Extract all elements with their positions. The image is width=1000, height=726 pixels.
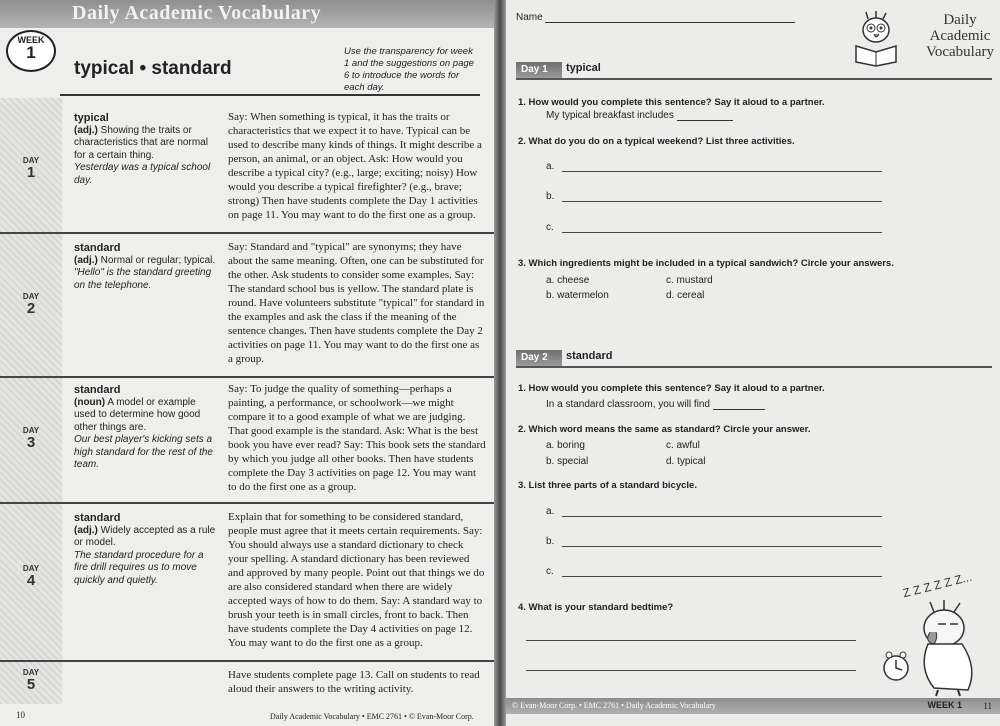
banner (0, 0, 494, 28)
logo-text: Daily Academic Vocabulary (925, 12, 994, 60)
day-row-4 (0, 504, 494, 662)
answer-option[interactable]: d. typical (666, 456, 706, 467)
question: 3. Which ingredients might be included in a typical sandwich? Circle your answers. (518, 258, 894, 269)
footer (0, 704, 494, 726)
day-tag: Day 1 (516, 62, 562, 78)
answer-option[interactable]: c. mustard (666, 275, 713, 286)
answer-line[interactable]: b. (546, 191, 554, 202)
week-badge (6, 30, 56, 72)
day-label: DAY 3 (22, 426, 40, 451)
day-word: standard (566, 350, 613, 362)
copyright: Daily Academic Vocabulary • EMC 2761 • © Evan-Moor Corp. (270, 712, 474, 721)
day-row-1 (0, 98, 494, 234)
banner-title: Daily Academic Vocabulary (72, 2, 322, 24)
sleep-zzz: Z Z Z Z Z Z... (901, 569, 974, 601)
day1-header (516, 60, 992, 80)
answer-line[interactable]: a. (546, 506, 554, 517)
lesson-words: typical • standard (74, 58, 232, 79)
definition: standard (noun) A model or example used to determine how good other things are. Our best player's kicking sets a high standard for the rest of the team. (74, 384, 213, 470)
teacher-script: Say: When something is typical, it has the traits or characteristics that we expect it to have. Typical can be used to describe many kinds of things. It might describe a person, an animal, or an object. Ask: How would you describe a typical city? (e.g., large; exciting; noisy) How would you describe a typical firefighter? (e.g., brave; strong) Then have students complete the Day 1 activities on page 11. You may want to do the first one as a group. (228, 111, 482, 221)
day-label: DAY 1 (22, 156, 40, 181)
answer-line[interactable]: b. (546, 536, 554, 547)
footer (506, 698, 1000, 714)
right-page (506, 0, 1000, 726)
day-label: DAY 2 (22, 292, 40, 317)
week-label: WEEK 1 (927, 700, 962, 710)
book-gutter (494, 0, 506, 726)
name-field[interactable]: Name (516, 12, 795, 23)
day-label: DAY 5 (22, 668, 40, 693)
page-number: 10 (16, 710, 25, 720)
day-label: DAY 4 (22, 564, 40, 589)
day-tag: Day 2 (516, 350, 562, 366)
week-label: WEEK (17, 35, 45, 45)
day-row-2 (0, 234, 494, 378)
teacher-script: Say: To judge the quality of something—perhaps a painting, a performance, or schoolwork—we might compare it to a good example of what we are judging. That good example is the standard. Ask: What is the best book you have ever read? Say: This book sets the standard by which you judge all other books. Then have students complete the Day 3 activities on page 12. You may want to do the first one as a group. (228, 383, 486, 493)
teacher-script: Say: Standard and "typical" are synonyms; they have about the same meaning. Often, one can be substituted for the other. Ask students to consider some examples. Say: The standard school bus is yellow. The standard plate is round. Have volunteers substitute "typical" for standard in the examples and ask the class if the meaning of the sentence changes. Then have students complete the Day 2 activities on page 11. You may want to do the first one as a group. (228, 241, 485, 365)
answer-option[interactable]: c. awful (666, 440, 700, 451)
question: 4. What is your standard bedtime? (518, 602, 674, 613)
left-page (0, 0, 494, 726)
header-note: Use the transparency for week 1 and the suggestions on page 6 to introduce the words for each day. (344, 46, 474, 93)
copyright: © Evan-Moor Corp. • EMC 2761 • Daily Academic Vocabulary (512, 701, 716, 710)
answer-blank[interactable] (677, 120, 733, 121)
question: 2. What do you do on a typical weekend? List three activities. (518, 136, 795, 147)
definition: typical (adj.) Showing the traits or characteristics that are normal for a certain thing. Yesterday was a typical school day. (74, 112, 211, 186)
answer-line[interactable]: a. (546, 161, 554, 172)
answer-option[interactable]: b. special (546, 456, 589, 467)
answer-option[interactable]: d. cereal (666, 290, 705, 301)
sentence-prompt: My typical breakfast includes (546, 110, 733, 121)
sleeping-parrot-icon (878, 598, 996, 698)
answer-option[interactable]: a. boring (546, 440, 585, 451)
teacher-script: Have students complete page 13. Call on students to read aloud their answers to the writing activity. (228, 669, 480, 695)
teacher-script: Explain that for something to be considered standard, people must agree that it meets certain requirements. Say: You should always use a standard dictionary to check your spelling. A standard dictionary has been reviewed and approved by many people. Point out that things we do are also considered standard when there are widely accepted ways of how to do them. Say: A standard way to brush your teeth is in small circles, front to back. Then have students complete the Day 4 activities on page 12. You may want to do the first one as a group. (228, 511, 485, 649)
lesson-header (60, 44, 480, 96)
page-number: 11 (983, 701, 992, 711)
sentence-prompt: In a standard classroom, you will find (546, 399, 765, 410)
week-number: 1 (26, 43, 36, 62)
definition: standard (adj.) Widely accepted as a rule or model. The standard procedure for a fire drill requires us to move quickly and quietly. (74, 512, 216, 586)
answer-line[interactable]: c. (546, 222, 554, 233)
answer-blank[interactable] (713, 409, 765, 410)
answer-option[interactable]: a. cheese (546, 275, 590, 286)
answer-option[interactable]: b. watermelon (546, 290, 609, 301)
day-row-3 (0, 378, 494, 504)
day-row-5 (0, 662, 494, 704)
question: 2. Which word means the same as standard? Circle your answer. (518, 424, 811, 435)
question: 1. How would you complete this sentence? Say it aloud to a partner. (518, 97, 825, 108)
question: 1. How would you complete this sentence? Say it aloud to a partner. (518, 383, 825, 394)
day-word: typical (566, 62, 601, 74)
day2-header (516, 348, 992, 368)
definition: standard (adj.) Normal or regular; typical. "Hello" is the standard greeting on the telephone. (74, 242, 216, 291)
answer-line[interactable]: c. (546, 566, 554, 577)
question: 3. List three parts of a standard bicycle. (518, 480, 697, 491)
